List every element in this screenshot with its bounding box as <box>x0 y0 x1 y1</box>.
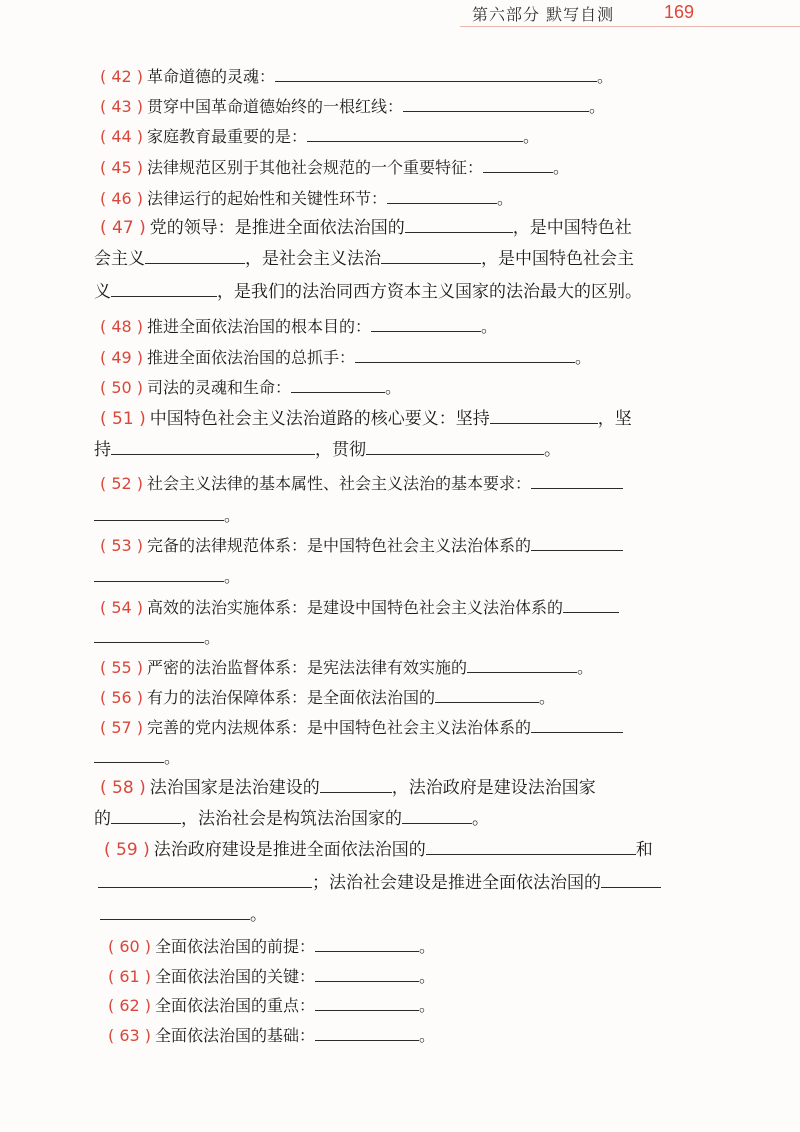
period: 。 <box>575 348 592 367</box>
question-number: ( 50 ) <box>100 378 144 397</box>
question-text: 法治政府建设是推进全面依法治国的 <box>153 840 426 860</box>
question-text: 完善的党内法规体系：是中国特色社会主义法治体系的 <box>147 718 532 737</box>
answer-blank[interactable] <box>291 376 385 393</box>
question-text: 完备的法律规范体系：是中国特色社会主义法治体系的 <box>147 536 532 555</box>
question-number: ( 46 ) <box>100 189 144 208</box>
answer-blank[interactable] <box>563 596 619 613</box>
question-63 <box>108 1024 435 1046</box>
question-text: 推进全面依法治国的根本目的： <box>147 317 372 336</box>
question-47-line-2 <box>94 247 634 269</box>
question-text: 严密的法治监督体系：是宪法法律有效实施的 <box>147 658 468 677</box>
question-45 <box>100 156 569 178</box>
answer-blank[interactable] <box>145 247 245 264</box>
answer-blank[interactable] <box>467 656 577 673</box>
question-number: ( 45 ) <box>100 158 144 177</box>
question-text: ，是中国特色社 <box>512 218 632 238</box>
question-text: 法治国家是法治建设的 <box>149 778 320 798</box>
question-59-line-3 <box>100 903 267 925</box>
answer-blank[interactable] <box>531 472 623 489</box>
answer-blank[interactable] <box>403 95 589 112</box>
question-52-line-2 <box>94 504 240 526</box>
period: 。 <box>544 440 561 460</box>
answer-blank[interactable] <box>307 125 523 142</box>
question-text: 社会主义法律的基本属性、社会主义法治的基本要求： <box>147 474 532 493</box>
question-text: ，是社会主义法治 <box>245 249 381 269</box>
question-54 <box>100 596 619 618</box>
answer-blank[interactable] <box>111 280 217 297</box>
question-text: ；法治社会建设是推进全面依法治国的 <box>312 873 601 893</box>
answer-blank[interactable] <box>405 216 513 233</box>
question-text: 全面依法治国的重点： <box>155 996 316 1015</box>
period: 。 <box>250 905 267 925</box>
question-54-line-2 <box>94 626 220 648</box>
question-text: 法律运行的起始性和关键性环节： <box>147 189 388 208</box>
question-42 <box>100 65 613 87</box>
answer-blank[interactable] <box>387 187 497 204</box>
question-61 <box>108 965 435 987</box>
period: 。 <box>419 937 436 956</box>
question-number: ( 57 ) <box>100 718 144 737</box>
question-52 <box>100 472 623 494</box>
question-number: ( 55 ) <box>100 658 144 677</box>
answer-blank[interactable] <box>98 871 312 888</box>
question-text: 和 <box>635 840 653 860</box>
period: 。 <box>224 506 241 525</box>
question-55 <box>100 656 593 678</box>
answer-blank[interactable] <box>100 903 250 920</box>
answer-blank[interactable] <box>426 838 636 855</box>
period: 。 <box>419 1026 436 1045</box>
question-53-line-2 <box>94 565 240 587</box>
question-62 <box>108 994 435 1016</box>
question-number: ( 61 ) <box>108 967 152 986</box>
question-text: 全面依法治国的基础： <box>155 1026 316 1045</box>
section-title: 第六部分 默写自测 <box>472 5 615 24</box>
answer-blank[interactable] <box>315 1024 419 1041</box>
answer-blank[interactable] <box>355 346 575 363</box>
question-text: 推进全面依法治国的总抓手： <box>147 348 356 367</box>
question-number: ( 58 ) <box>100 778 146 798</box>
question-text: ，坚 <box>597 409 632 429</box>
period: 。 <box>224 567 241 586</box>
period: 。 <box>481 317 498 336</box>
period: 。 <box>204 628 221 647</box>
question-number: ( 53 ) <box>100 536 144 555</box>
question-text: ，贯彻 <box>315 440 366 460</box>
answer-blank[interactable] <box>315 935 419 952</box>
question-number: ( 62 ) <box>108 996 152 1015</box>
question-number: ( 63 ) <box>108 1026 152 1045</box>
answer-blank[interactable] <box>366 438 544 455</box>
question-number: ( 52 ) <box>100 474 144 493</box>
question-number: ( 56 ) <box>100 688 144 707</box>
question-number: ( 44 ) <box>100 127 144 146</box>
question-53 <box>100 534 623 556</box>
answer-blank[interactable] <box>381 247 481 264</box>
answer-blank[interactable] <box>490 407 598 424</box>
question-46 <box>100 187 513 209</box>
question-text: ，法治社会是构筑法治国家的 <box>181 809 402 829</box>
question-60 <box>108 935 435 957</box>
answer-blank[interactable] <box>94 565 224 582</box>
answer-blank[interactable] <box>111 438 315 455</box>
question-50 <box>100 376 401 398</box>
question-text: 高效的法治实施体系：是建设中国特色社会主义法治体系的 <box>147 598 564 617</box>
period: 。 <box>472 809 489 829</box>
question-text: 会主义 <box>94 249 145 269</box>
question-57-line-2 <box>94 746 180 768</box>
question-text: 全面依法治国的前提： <box>155 937 316 956</box>
question-48 <box>100 315 497 337</box>
question-49 <box>100 346 591 368</box>
question-number: ( 51 ) <box>100 409 146 429</box>
answer-blank[interactable] <box>320 776 392 793</box>
question-47 <box>100 216 632 238</box>
period: 。 <box>523 127 540 146</box>
question-number: ( 60 ) <box>108 937 152 956</box>
answer-blank[interactable] <box>531 534 623 551</box>
question-51-line-2 <box>94 438 561 460</box>
answer-blank[interactable] <box>94 504 224 521</box>
question-43 <box>100 95 605 117</box>
question-58 <box>100 776 596 798</box>
period: 。 <box>597 67 614 86</box>
question-number: ( 42 ) <box>100 67 144 86</box>
question-number: ( 54 ) <box>100 598 144 617</box>
question-text: ，是中国特色社会主 <box>481 249 634 269</box>
question-57 <box>100 716 623 738</box>
question-text: 的 <box>94 809 111 829</box>
question-59 <box>104 838 653 860</box>
question-number: ( 47 ) <box>100 218 146 238</box>
answer-blank[interactable] <box>94 746 164 763</box>
question-text: 有力的法治保障体系：是全面依法治国的 <box>147 688 436 707</box>
question-number: ( 49 ) <box>100 348 144 367</box>
question-text: 中国特色社会主义法治道路的核心要义：坚持 <box>149 409 490 429</box>
answer-blank[interactable] <box>315 965 419 982</box>
question-text: 全面依法治国的关键： <box>155 967 316 986</box>
question-number: ( 48 ) <box>100 317 144 336</box>
page-number: 169 <box>664 2 695 22</box>
answer-blank[interactable] <box>483 156 553 173</box>
question-51 <box>100 407 632 429</box>
question-text: 义 <box>94 282 111 302</box>
question-text: 持 <box>94 440 111 460</box>
question-text: 司法的灵魂和生命： <box>147 378 292 397</box>
question-text: 革命道德的灵魂： <box>147 67 276 86</box>
period: 。 <box>553 158 570 177</box>
question-number: ( 43 ) <box>100 97 144 116</box>
answer-blank[interactable] <box>315 994 419 1011</box>
question-text: 法律规范区别于其他社会规范的一个重要特征： <box>147 158 484 177</box>
answer-blank[interactable] <box>435 686 539 703</box>
question-58-line-2 <box>94 807 489 829</box>
question-text: 贯穿中国革命道德始终的一根红线： <box>147 97 404 116</box>
question-44 <box>100 125 539 147</box>
page-header <box>0 0 800 28</box>
answer-blank[interactable] <box>94 626 204 643</box>
period: 。 <box>164 748 181 767</box>
question-56 <box>100 686 555 708</box>
answer-blank[interactable] <box>371 315 481 332</box>
question-47-line-3 <box>94 280 642 302</box>
answer-blank[interactable] <box>275 65 597 82</box>
period: 。 <box>419 967 436 986</box>
question-text: 党的领导：是推进全面依法治国的 <box>149 218 405 238</box>
answer-blank[interactable] <box>111 807 181 824</box>
period: 。 <box>385 378 402 397</box>
answer-blank[interactable] <box>531 716 623 733</box>
question-text: ，法治政府是建设法治国家 <box>391 778 596 798</box>
period: 。 <box>497 189 514 208</box>
header-rule <box>460 26 800 27</box>
period: 。 <box>539 688 556 707</box>
period: 。 <box>419 996 436 1015</box>
period: 。 <box>577 658 594 677</box>
question-number: ( 59 ) <box>104 840 150 860</box>
question-text: ，是我们的法治同西方资本主义国家的法治最大的区别。 <box>217 282 642 302</box>
answer-blank[interactable] <box>402 807 472 824</box>
question-59-line-2 <box>98 871 661 893</box>
period: 。 <box>589 97 606 116</box>
question-text: 家庭教育最重要的是： <box>147 127 308 146</box>
answer-blank[interactable] <box>601 871 661 888</box>
